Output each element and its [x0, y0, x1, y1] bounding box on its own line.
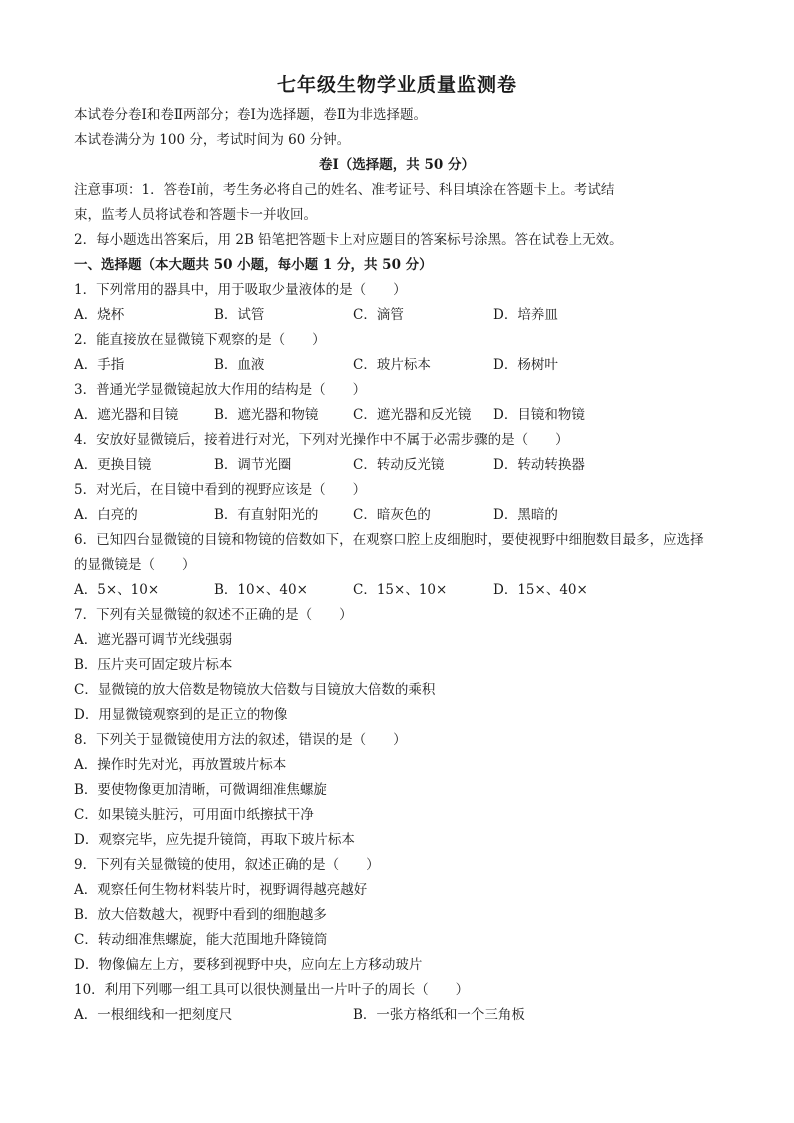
question-4-option-a: A．更换目镜: [74, 457, 152, 473]
question-1-option-d: D．培养皿: [493, 307, 558, 323]
question-2-option-c: C．玻片标本: [353, 357, 431, 373]
question-5-option-c: C．暗灰色的: [353, 507, 431, 523]
question-2-option-b: B．血液: [214, 357, 265, 373]
question-stem-9: 9．下列有关显微镜的使用，叙述正确的是（ ）: [74, 857, 380, 873]
question-5-option-d: D．黑暗的: [493, 507, 558, 523]
question-9-option-b: B．放大倍数越大，视野中看到的细胞越多: [74, 907, 327, 923]
section-header: 卷Ⅰ（选择题，共 50 分）: [318, 157, 475, 173]
question-1-option-b: B．试管: [214, 307, 265, 323]
exam-title: 七年级生物学业质量监测卷: [276, 74, 517, 96]
question-8-option-d: D．观察完毕，应先提升镜筒，再取下玻片标本: [74, 832, 355, 848]
question-1-option-c: C．滴管: [353, 307, 404, 323]
question-3-option-c: C．遮光器和反光镜: [353, 407, 472, 423]
question-9-option-c: C．转动细准焦螺旋，能大范围地升降镜筒: [74, 932, 328, 948]
part-title: 一、选择题（本大题共 50 小题，每小题 1 分，共 50 分）: [74, 257, 433, 273]
notes-line-3: 2．每小题选出答案后，用 2B 铅笔把答题卡上对应题目的答案标号涂黑。答在试卷上无效。: [74, 232, 623, 248]
question-5-option-a: A．白亮的: [74, 507, 138, 523]
question-7-option-a: A．遮光器可调节光线强弱: [74, 632, 233, 648]
question-stem-4: 4．安放好显微镜后，接着进行对光，下列对光操作中不属于必需步骤的是（ ）: [74, 432, 569, 448]
question-6-option-a: A．5×、10×: [74, 582, 160, 598]
question-4-option-b: B．调节光圈: [214, 457, 292, 473]
intro-line-1: 本试卷分卷Ⅰ和卷Ⅱ两部分；卷Ⅰ为选择题，卷Ⅱ为非选择题。: [74, 107, 428, 123]
question-7-option-c: C．显微镜的放大倍数是物镜放大倍数与目镜放大倍数的乘积: [74, 682, 436, 698]
question-7-option-d: D．用显微镜观察到的是正立的物像: [74, 707, 288, 723]
question-stem-2: 2．能直接放在显微镜下观察的是（ ）: [74, 332, 326, 348]
question-4-option-c: C．转动反光镜: [353, 457, 445, 473]
question-6-option-b: B．10×、40×: [214, 582, 308, 598]
question-10-option-a: A．一根细线和一把刻度尺: [74, 1007, 233, 1023]
question-6-option-c: C．15×、10×: [353, 582, 448, 598]
question-9-option-a: A．观察任何生物材料装片时，视野调得越亮越好: [74, 882, 368, 898]
question-stem-8: 8．下列关于显微镜使用方法的叙述，错误的是（ ）: [74, 732, 407, 748]
question-2-option-d: D．杨树叶: [493, 357, 558, 373]
question-8-option-a: A．操作时先对光，再放置玻片标本: [74, 757, 287, 773]
intro-line-2: 本试卷满分为 100 分，考试时间为 60 分钟。: [74, 132, 351, 148]
question-2-option-a: A．手指: [74, 357, 125, 373]
notes-line-2: 束，监考人员将试卷和答题卡一并收回。: [74, 207, 317, 223]
question-stem-10: 10．利用下列哪一组工具可以很快测量出一片叶子的周长（ ）: [74, 982, 470, 998]
question-6-option-d: D．15×、40×: [493, 582, 588, 598]
question-9-option-d: D．物像偏左上方，要移到视野中央，应向左上方移动玻片: [74, 957, 423, 973]
notes-line-1: 注意事项：1．答卷Ⅰ前，考生务必将自己的姓名、准考证号、科目填涂在答题卡上。考试结: [74, 182, 615, 198]
question-stem-1: 1．下列常用的器具中，用于吸取少量液体的是（ ）: [74, 282, 407, 298]
question-stem-7: 7．下列有关显微镜的叙述不正确的是（ ）: [74, 607, 353, 623]
question-stem-6-cont: 的显微镜是（ ）: [74, 557, 196, 573]
question-5-option-b: B．有直射阳光的: [214, 507, 319, 523]
question-7-option-b: B．压片夹可固定玻片标本: [74, 657, 233, 673]
question-3-option-d: D．目镜和物镜: [493, 407, 585, 423]
question-stem-5: 5．对光后，在目镜中看到的视野应该是（ ）: [74, 482, 367, 498]
question-8-option-c: C．如果镜头脏污，可用面巾纸擦拭干净: [74, 807, 314, 823]
question-8-option-b: B．要使物像更加清晰，可微调细准焦螺旋: [74, 782, 327, 798]
question-4-option-d: D．转动转换器: [493, 457, 585, 473]
question-1-option-a: A．烧杯: [74, 307, 125, 323]
question-3-option-b: B．遮光器和物镜: [214, 407, 319, 423]
question-3-option-a: A．遮光器和目镜: [74, 407, 179, 423]
question-stem-6: 6．已知四台显微镜的目镜和物镜的倍数如下，在观察口腔上皮细胞时，要使视野中细胞数目最多，应选择: [74, 532, 704, 548]
question-stem-3: 3．普通光学显微镜起放大作用的结构是（ ）: [74, 382, 367, 398]
question-10-option-b: B．一张方格纸和一个三角板: [353, 1007, 525, 1023]
